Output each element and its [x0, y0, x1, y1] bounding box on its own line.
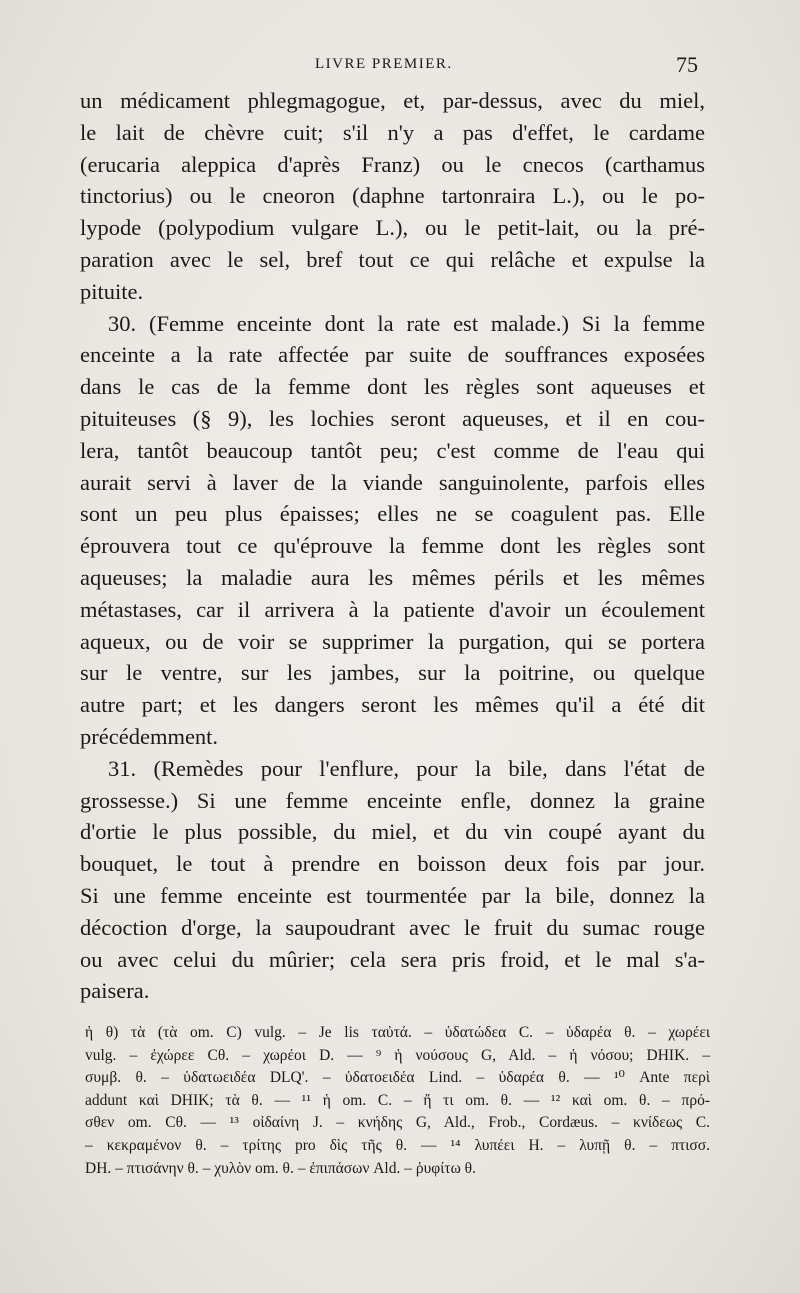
text-line: décoction d'orge, la saupoudrant avec le fruit du sumac rouge: [80, 914, 705, 940]
text-line: précédemment.: [80, 723, 219, 749]
text-line: 31. (Remèdes pour l'enflure, pour la bile, dans l'état de: [108, 755, 705, 781]
text-line: métastases, car il arrivera à la patiente d'avoir un écoulement: [80, 596, 705, 622]
paragraph-31: [80, 753, 705, 1007]
text-line: aqueux, ou de voir se supprimer la purgation, qui se portera: [80, 628, 705, 654]
text-line: dans le cas de la femme dont les règles sont aqueuses et: [80, 374, 705, 400]
footnote-line: σθεν om. Cθ. — ¹³ οἰδαίνη J. – κνήδης G, Ald., Frob., Cordæus. – κνίδεως C.: [85, 1114, 710, 1132]
text-line: paisera.: [80, 978, 150, 1004]
text-line: grossesse.) Si une femme enceinte enfle, donnez la graine: [80, 787, 705, 813]
footnote-line: vulg. – ἐχώρεε Cθ. – χωρέοι D. — ⁹ ἡ νούσους G, Ald. – ἡ νόσου; DHIK. –: [85, 1046, 710, 1064]
paragraph-30: [80, 308, 705, 753]
footnote-line: DH. – πτισάνην θ. – χυλὸν om. θ. – ἐπιπάσων Ald. – ῥυφίτω θ.: [85, 1159, 476, 1177]
footnotes: [85, 1022, 710, 1180]
text-line: (erucaria aleppica d'après Franz) ou le cnecos (carthamus: [80, 151, 705, 177]
running-head: LIVRE PREMIER.: [315, 56, 453, 72]
text-line: ou avec celui du mûrier; cela sera pris froid, et le mal s'a-: [80, 946, 705, 972]
text-line: tinctorius) ou le cneoron (daphne tartonraira L.), ou le po-: [80, 183, 705, 209]
text-line: lypode (polypodium vulgare L.), ou le petit-lait, ou la pré-: [80, 215, 705, 241]
text-line: sur le ventre, sur les jambes, sur la poitrine, ou quelque: [80, 660, 705, 686]
text-line: aurait servi à laver de la viande sanguinolente, parfois elles: [80, 469, 705, 495]
text-line: enceinte a la rate affectée par suite de souffrances exposées: [80, 342, 705, 368]
footnote-line: addunt καὶ DHIK; τὰ θ. — ¹¹ ἡ om. C. – ἤ τι om. θ. — ¹² καὶ om. θ. – πρό-: [85, 1091, 710, 1109]
text-line: sont un peu plus épaisses; elles ne se coagulent pas. Elle: [80, 501, 705, 527]
text-line: un médicament phlegmagogue, et, par-dessus, avec du miel,: [80, 88, 705, 113]
text-line: paration avec le sel, bref tout ce qui relâche et expulse la: [80, 246, 705, 272]
text-line: 30. (Femme enceinte dont la rate est malade.) Si la femme: [108, 310, 705, 336]
footnote-line: ἠ θ) τὰ (τὰ om. C) vulg. – Je lis ταὐτά. – ὑδατώδεα C. – ὑδαρέα θ. – χωρέει: [85, 1024, 710, 1041]
main-text: [80, 85, 705, 1007]
page-number: 75: [676, 52, 698, 77]
text-line: d'ortie le plus possible, du miel, et du vin coupé ayant du: [80, 819, 705, 845]
text-line: éprouvera tout ce qu'éprouve la femme dont les règles sont: [80, 533, 705, 559]
text-line: pituiteuses (§ 9), les lochies seront aqueuses, et il en cou-: [80, 405, 705, 431]
text-line: autre part; et les dangers seront les mêmes qu'il a été dit: [80, 692, 705, 718]
text-line: le lait de chèvre cuit; s'il n'y a pas d'effet, le cardame: [80, 119, 705, 145]
text-line: aqueuses; la maladie aura les mêmes périls et les mêmes: [80, 564, 705, 590]
page-header: [80, 52, 720, 82]
text-line: bouquet, le tout à prendre en boisson deux fois par jour.: [80, 851, 705, 877]
footnote-line: – κεκραμένον θ. – τρίτης pro δὶς τῆς θ. — ¹⁴ λυπέει H. – λυπῇ θ. – πτισσ.: [85, 1136, 710, 1154]
footnote-line: συμβ. θ. – ὑδατωειδέα DLQ'. – ὑδατοειδέα Lind. – ὑδαρέα θ. — ¹⁰ Ante περὶ: [85, 1069, 710, 1087]
paragraph-29-end: [80, 85, 705, 308]
text-line: Si une femme enceinte est tourmentée par la bile, donnez la: [80, 882, 705, 908]
text-line: lera, tantôt beaucoup tantôt peu; c'est comme de l'eau qui: [80, 437, 705, 463]
text-line: pituite.: [80, 278, 144, 304]
